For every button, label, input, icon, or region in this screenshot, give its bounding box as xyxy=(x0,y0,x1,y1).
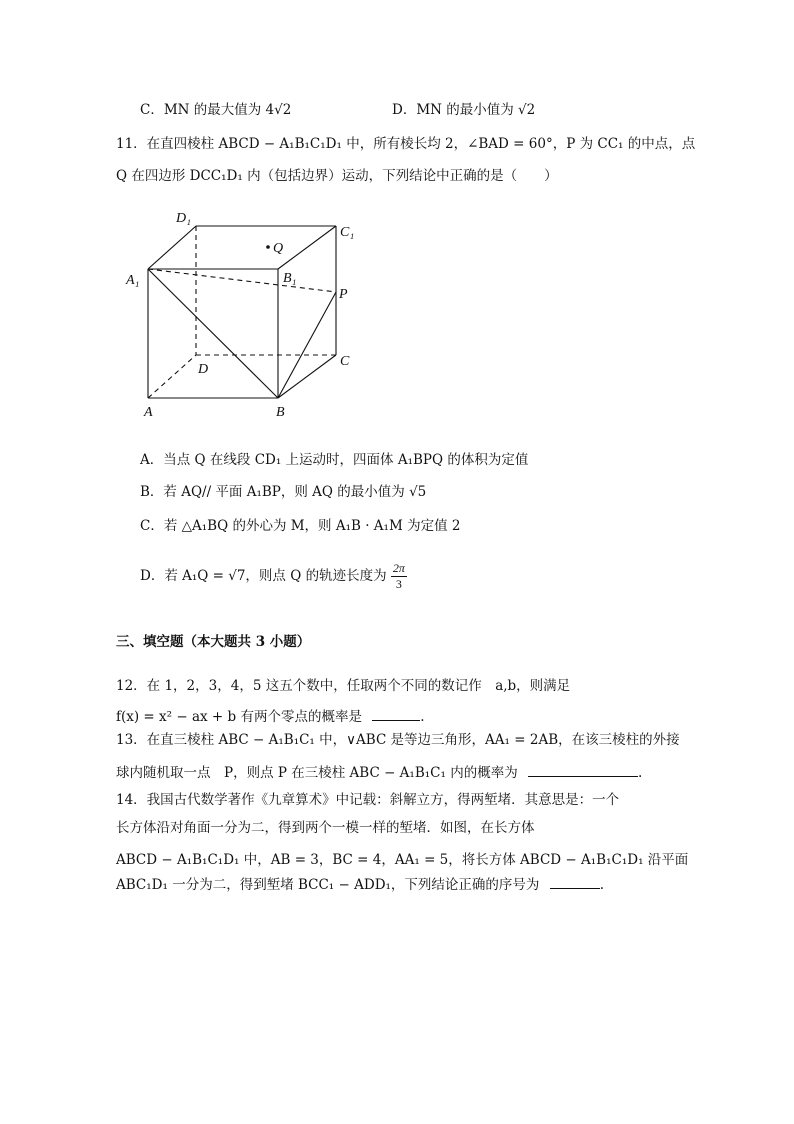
q13-line2-text: 球内随机取一点 P，则点 P 在三棱柱 ABC − A₁B₁C₁ 内的概率为 xyxy=(116,765,518,781)
point-q-dot xyxy=(266,245,270,249)
label-b1: B₁ xyxy=(283,271,297,286)
label-b: B xyxy=(276,405,285,420)
q14-line3: ABCD − A₁B₁C₁D₁ 中，AB = 3，BC = 4，AA₁ = 5，将长方体 ABCD − A₁B₁C₁D₁ 沿平面 xyxy=(116,852,689,868)
q14-answer-blank[interactable] xyxy=(550,874,600,889)
q14-line1: 14．我国古代数学著作《九章算术》中记载：斜解立方，得两堑堵．其意思是：一个 xyxy=(116,792,620,808)
q11-option-c: C．若 △A₁BQ 的外心为 M，则 A₁B · A₁M 为定值 2 xyxy=(140,518,461,534)
label-c1: C₁ xyxy=(340,225,355,240)
q10-option-d: D．MN 的最小值为 √2 xyxy=(392,102,536,118)
q11-option-b: B．若 AQ// 平面 A₁BP，则 AQ 的最小值为 √5 xyxy=(140,484,427,500)
q14-period: . xyxy=(599,877,605,893)
q14-line4 xyxy=(116,874,604,895)
q11-option-a: A．当点 Q 在线段 CD₁ 上运动时，四面体 A₁BPQ 的体积为定值 xyxy=(140,452,529,468)
label-p: P xyxy=(339,287,348,302)
q10-option-c: C．MN 的最大值为 4√2 xyxy=(140,102,292,118)
q11-stem-line2: Q 在四边形 DCC₁D₁ 内（包括边界）运动，下列结论中正确的是（ ） xyxy=(116,168,558,184)
fraction-numerator: 2π xyxy=(392,561,405,575)
q11-option-d-text: D．若 A₁Q = √7，则点 Q 的轨迹长度为 xyxy=(140,568,387,584)
q12-line2 xyxy=(116,706,425,727)
q12-period: . xyxy=(420,709,425,725)
label-q: Q xyxy=(273,241,284,256)
fraction-denominator: 3 xyxy=(395,577,402,591)
q14-line2: 长方体沿对角面一分为二，得到两个一模一样的堑堵．如图，在长方体 xyxy=(116,820,535,836)
q11-option-d xyxy=(140,561,407,592)
section-3-title: 三、填空题（本大题共 3 小题） xyxy=(116,634,311,650)
label-a1: A₁ xyxy=(126,273,140,288)
q11-stem-line1: 11．在直四棱柱 ABCD − A₁B₁C₁D₁ 中，所有棱长均 2，∠BAD = 60°，P 为 CC₁ 的中点，点 xyxy=(116,136,696,152)
q13-line2 xyxy=(116,762,642,783)
label-c: C xyxy=(340,354,350,369)
q11-option-d-fraction xyxy=(391,561,407,592)
q12-line1: 12．在 1，2，3，4，5 这五个数中，任取两个不同的数记作 a,b，则满足 xyxy=(116,678,571,694)
q12-line2-text: f(x) = x² − ax + b 有两个零点的概率是 xyxy=(116,709,362,725)
q14-line4-text: ABC₁D₁ 一分为二，得到堑堵 BCC₁ − ADD₁，下列结论正确的序号为 xyxy=(116,877,540,893)
q11-prism-figure xyxy=(118,200,358,420)
q13-period: . xyxy=(638,765,643,781)
q13-answer-blank[interactable] xyxy=(528,762,638,777)
q13-line1: 13．在直三棱柱 ABC − A₁B₁C₁ 中，∨ABC 是等边三角形，AA₁ = 2AB，在该三棱柱的外接 xyxy=(116,732,680,748)
label-a: A xyxy=(144,405,153,420)
label-d: D xyxy=(198,362,209,377)
label-d1: D₁ xyxy=(176,211,191,226)
q12-answer-blank[interactable] xyxy=(372,706,420,721)
